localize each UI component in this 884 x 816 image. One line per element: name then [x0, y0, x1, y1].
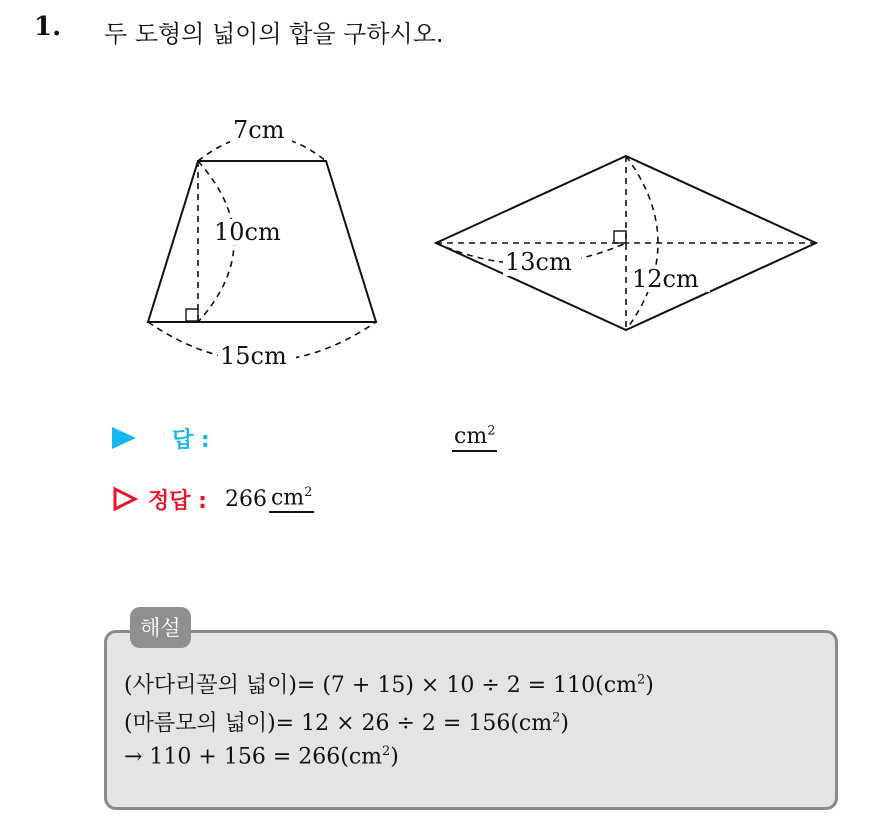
correct-answer-arrow-icon: [112, 486, 138, 512]
solution-line-2-exp: 2: [552, 710, 561, 726]
trapezoid-height-label: 10cm: [214, 218, 281, 246]
rhombus-figure: [436, 156, 816, 330]
correct-answer-unit-exp: 2: [304, 484, 313, 500]
solution-line-2-close: ): [560, 711, 569, 736]
answer-unit: [452, 424, 497, 452]
solution-line-2-text: (마름모의 넓이)= 12 × 26 ÷ 2 = 156(cm: [124, 711, 553, 736]
rhombus-half-diagonal-label: 13cm: [505, 248, 572, 276]
solution-tag: 해설: [130, 607, 191, 648]
correct-answer-row: [112, 482, 314, 516]
trapezoid-top-label: 7cm: [233, 116, 285, 144]
answer-arrow-icon: [112, 427, 136, 449]
answer-unit-text: cm: [454, 424, 488, 450]
trapezoid-bottom-label: 15cm: [220, 342, 287, 370]
answer-row: [112, 421, 210, 455]
solution-line-3-close: ): [390, 744, 399, 770]
question-number: 1.: [34, 12, 62, 42]
solution-line-3-text: → 110 + 156 = 266(cm: [124, 744, 383, 770]
answer-blank[interactable]: [452, 424, 497, 449]
rhombus-height-label: 12cm: [632, 265, 699, 293]
solution-line-2: [124, 706, 569, 737]
answer-unit-exp: 2: [487, 424, 496, 439]
correct-answer-value: 266: [224, 486, 267, 512]
solution-line-3-exp: 2: [382, 744, 391, 759]
right-angle-mark: [186, 309, 198, 321]
right-angle-mark: [614, 231, 626, 243]
question-text: 두 도형의 넓이의 합을 구하시오.: [104, 20, 444, 48]
solution-line-3: [124, 744, 399, 769]
correct-answer-unit-text: cm: [270, 485, 305, 511]
solution-line-1: [124, 668, 654, 699]
solution-line-1-text: (사다리꼴의 넓이)= (7 + 15) × 10 ÷ 2 = 110(cm: [124, 673, 637, 698]
correct-answer-label: 정답 :: [148, 488, 207, 514]
solution-line-1-close: ): [645, 673, 654, 698]
correct-answer-unit: [269, 485, 314, 513]
rhombus-height-arc: [626, 156, 658, 330]
answer-label: 답 :: [172, 427, 210, 453]
trapezoid-figure: [148, 116, 376, 370]
solution-line-1-exp: 2: [636, 672, 646, 688]
